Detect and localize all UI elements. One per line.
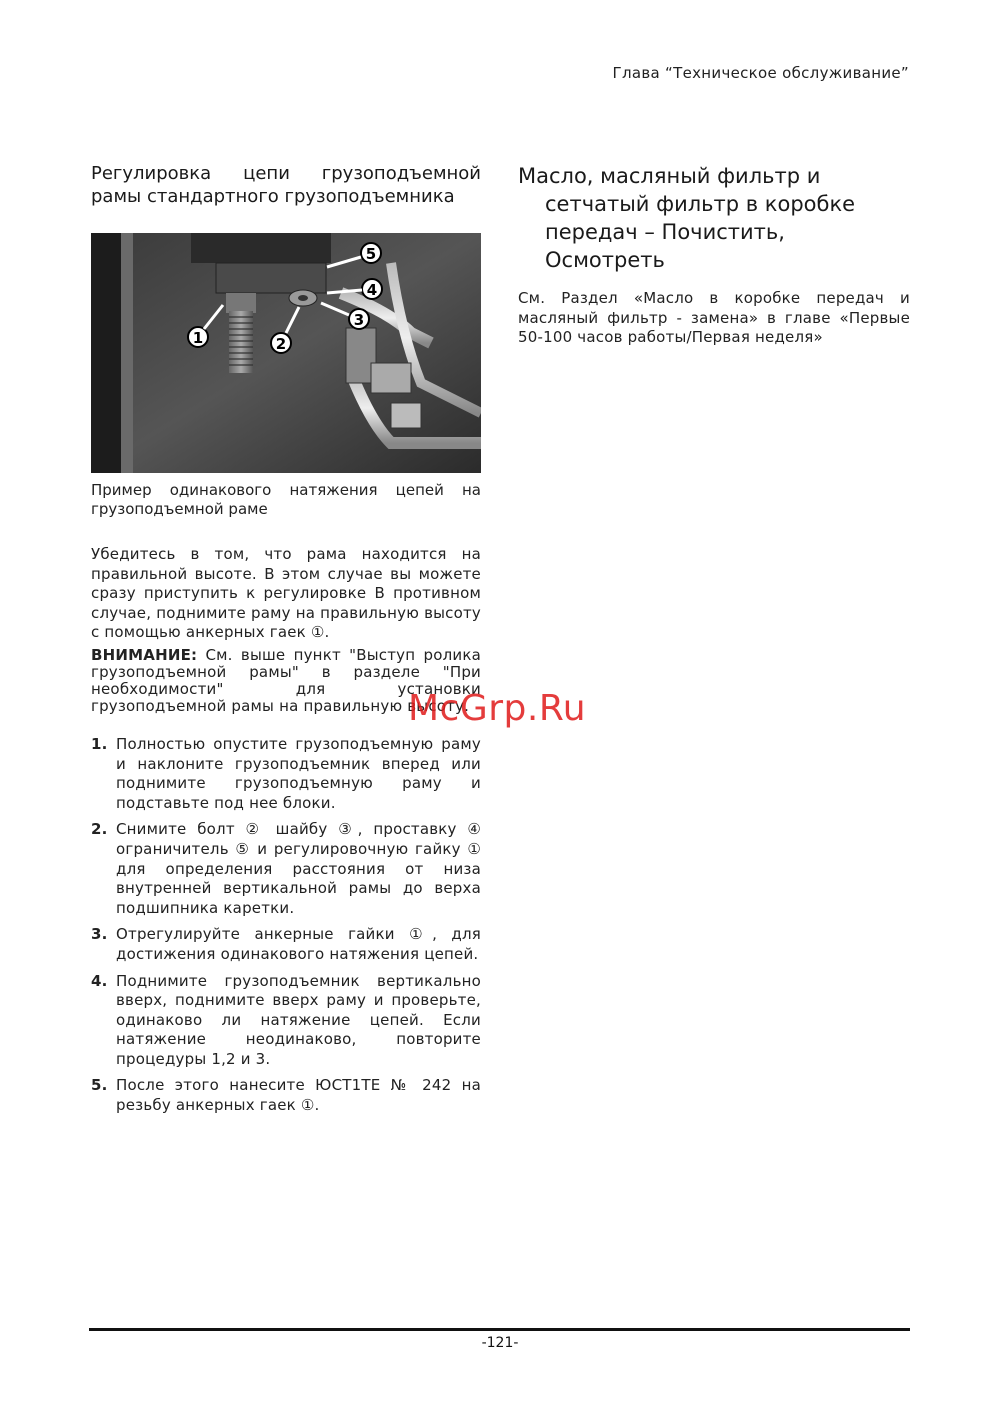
step-text: После этого нанесите ЮСТ1ТЕ № 242 на резьбу анкерных гаек ①. bbox=[116, 1076, 481, 1115]
watermark: McGrp.Ru bbox=[408, 688, 587, 729]
warning-text: См. выше пункт "Выступ ролика грузоподъемной рамы" в разделе "При необходимости" для установки грузоподъемной рамы на правильную высоту. bbox=[91, 645, 481, 715]
step-item bbox=[91, 925, 481, 964]
step-item bbox=[91, 820, 481, 918]
right-column bbox=[518, 162, 910, 348]
step-number: 5. bbox=[91, 1076, 108, 1095]
intro-paragraph: Убедитесь в том, что рама находится на правильной высоте. В этом случае вы можете сразу приступить к регулировке В противном случае, поднимите раму на правильную высоту с помощью анкерных гаек ①. bbox=[91, 545, 481, 642]
step-item bbox=[91, 735, 481, 813]
step-text: Снимите болт ② шайбу ③, проставку ④ ограничитель ⑤ и регулировочную гайку ① для определения расстояния от низа внутренней вертикальной рамы до верха подшипника каретки. bbox=[116, 820, 481, 917]
callout-2: 2 bbox=[275, 335, 287, 353]
left-column bbox=[91, 162, 481, 1123]
callout-3: 3 bbox=[353, 311, 365, 329]
callout-1: 1 bbox=[192, 329, 204, 347]
page-number: -121- bbox=[481, 1335, 519, 1351]
callout-4: 4 bbox=[366, 281, 378, 299]
section-title-line2: рамы стандартного грузоподъемника bbox=[91, 186, 455, 207]
step-item bbox=[91, 972, 481, 1070]
callout-5: 5 bbox=[365, 245, 377, 263]
step-text: Полностью опустите грузоподъемную раму и наклоните грузоподъемник вперед или поднимите грузоподъемную раму и подставьте под нее блоки. bbox=[116, 734, 481, 812]
step-number: 2. bbox=[91, 820, 108, 839]
step-number: 4. bbox=[91, 971, 108, 990]
section-title-line1: Регулировка цепи грузоподъемной bbox=[91, 163, 481, 184]
step-item bbox=[91, 1076, 481, 1115]
section-title bbox=[91, 162, 481, 208]
transmission-reference-text: См. Раздел «Масло в коробке передач и масляный фильтр - замена» в главе «Первые 50-100 часов работы/Первая неделя» bbox=[518, 289, 910, 347]
step-number: 3. bbox=[91, 925, 108, 944]
warning-label: ВНИМАНИЕ: bbox=[91, 645, 198, 664]
step-text: Поднимите грузоподъемник вертикально вверх, поднимите вверх раму и проверьте, одинаково ли натяжение цепей. Если натяжение неодинаково, повторите процедуры 1,2 и 3. bbox=[116, 971, 481, 1068]
step-text: Отрегулируйте анкерные гайки ①, для достижения одинакового натяжения цепей. bbox=[116, 925, 481, 963]
mast-chain-photo bbox=[91, 233, 481, 473]
chapter-header: Глава “Техническое обслуживание” bbox=[612, 64, 909, 82]
photo-caption: Пример одинакового натяжения цепей на грузоподъемной раме bbox=[91, 481, 481, 518]
steps-list bbox=[91, 735, 481, 1116]
step-number: 1. bbox=[91, 734, 108, 753]
transmission-section-title: Масло, масляный фильтр и сетчатый фильтр в коробке передач – Почистить, Осмотреть bbox=[518, 164, 856, 272]
footer-rule bbox=[89, 1328, 910, 1331]
